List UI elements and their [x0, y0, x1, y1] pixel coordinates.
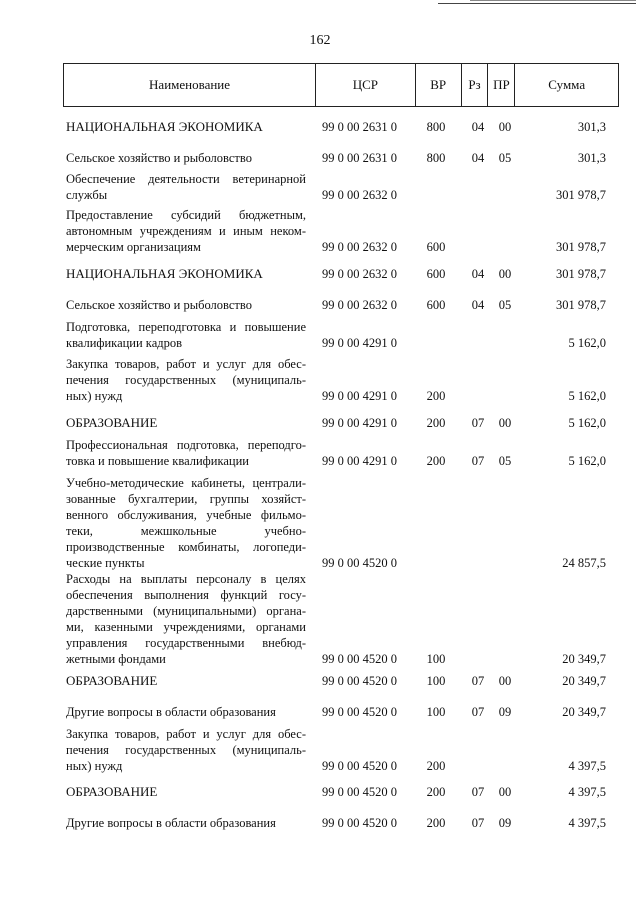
row-name-line: венного обслуживания, учебные фильмо- — [66, 508, 306, 522]
row-vr: 100 — [426, 652, 446, 666]
row-vr: 200 — [426, 759, 446, 773]
row-name-line: Профессиональная подготовка, переподго- — [66, 438, 306, 452]
row-csr: 99 0 00 2631 0 — [322, 151, 397, 165]
header-name: Наименование — [64, 64, 316, 106]
row-name-line: квалификации кадров — [66, 336, 183, 350]
row-vr: 200 — [426, 389, 446, 403]
row-rz: 04 — [471, 298, 485, 312]
row-csr: 99 0 00 2632 0 — [322, 188, 397, 202]
row-pr: 00 — [498, 120, 512, 134]
row-sum: 4 397,5 — [568, 759, 606, 773]
row-vr: 100 — [426, 705, 446, 719]
row-rz: 07 — [471, 816, 485, 830]
row-rz: 04 — [471, 151, 485, 165]
header-rz: Рз — [462, 64, 489, 106]
row-vr: 200 — [426, 454, 446, 468]
row-csr: 99 0 00 4520 0 — [322, 556, 397, 570]
row-name-line: управления государственными внебюд- — [66, 636, 306, 650]
row-name-line: зованные бухгалтерии, группы хозяйст- — [66, 492, 306, 506]
row-name — [66, 415, 306, 431]
row-name — [66, 475, 306, 571]
row-name — [66, 207, 306, 255]
row-csr: 99 0 00 4291 0 — [322, 336, 397, 350]
row-sum: 5 162,0 — [568, 454, 606, 468]
row-name — [66, 319, 306, 351]
row-vr: 200 — [426, 416, 446, 430]
row-name — [66, 571, 306, 667]
row-name — [66, 437, 306, 469]
row-name — [66, 726, 306, 774]
row-pr: 00 — [498, 785, 512, 799]
row-rz: 07 — [471, 674, 485, 688]
row-sum: 301 978,7 — [556, 188, 606, 202]
row-vr: 200 — [426, 816, 446, 830]
row-name-line: Расходы на выплаты персоналу в целях — [66, 572, 306, 586]
row-pr: 05 — [498, 454, 512, 468]
row-sum: 4 397,5 — [568, 785, 606, 799]
row-pr: 00 — [498, 416, 512, 430]
row-name-line: НАЦИОНАЛЬНАЯ ЭКОНОМИКА — [66, 266, 263, 281]
row-name-line: обеспечения выполнения функций госу- — [66, 588, 306, 602]
row-name-line: товка и повышение квалификации — [66, 454, 249, 468]
row-sum: 24 857,5 — [562, 556, 606, 570]
row-name-line: НАЦИОНАЛЬНАЯ ЭКОНОМИКА — [66, 119, 263, 134]
row-name — [66, 150, 306, 166]
row-name — [66, 266, 306, 282]
row-name-line: ОБРАЗОВАНИЕ — [66, 784, 158, 799]
row-rz: 07 — [471, 454, 485, 468]
row-name-line: дарственными (муниципальными) органа- — [66, 604, 306, 618]
row-vr: 600 — [426, 240, 446, 254]
row-name-line: Сельское хозяйство и рыболовство — [66, 151, 252, 165]
row-name — [66, 119, 306, 135]
row-sum: 5 162,0 — [568, 336, 606, 350]
row-sum: 301,3 — [577, 151, 606, 165]
row-name-line: Учебно-методические кабинеты, централи- — [66, 476, 306, 490]
row-vr: 100 — [426, 674, 446, 688]
row-name-line: Другие вопросы в области образования — [66, 705, 276, 719]
row-csr: 99 0 00 4520 0 — [322, 705, 397, 719]
row-rz: 07 — [471, 416, 485, 430]
row-name — [66, 784, 306, 800]
row-csr: 99 0 00 4291 0 — [322, 454, 397, 468]
row-sum: 20 349,7 — [562, 705, 606, 719]
row-csr: 99 0 00 4520 0 — [322, 652, 397, 666]
row-name — [66, 815, 306, 831]
row-sum: 5 162,0 — [568, 389, 606, 403]
row-sum: 301 978,7 — [556, 267, 606, 281]
row-pr: 09 — [498, 705, 512, 719]
row-name-line: жетными фондами — [66, 652, 166, 666]
row-csr: 99 0 00 2632 0 — [322, 298, 397, 312]
row-name — [66, 297, 306, 313]
row-name — [66, 171, 306, 203]
page-number: 162 — [309, 33, 331, 48]
row-sum: 20 349,7 — [562, 674, 606, 688]
row-csr: 99 0 00 4520 0 — [322, 785, 397, 799]
row-name-line: Подготовка, переподготовка и повышение — [66, 320, 306, 334]
row-rz: 07 — [471, 705, 485, 719]
row-csr: 99 0 00 4520 0 — [322, 816, 397, 830]
row-name-line: Закупка товаров, работ и услуг для обес- — [66, 357, 306, 371]
row-sum: 20 349,7 — [562, 652, 606, 666]
header-vr: ВР — [416, 64, 462, 106]
row-name-line: печения государственных (муниципаль- — [66, 743, 306, 757]
row-rz: 04 — [471, 267, 485, 281]
row-sum: 301 978,7 — [556, 240, 606, 254]
row-name-line: мерческим организациям — [66, 240, 201, 254]
row-name — [66, 673, 306, 689]
header-csr: ЦСР — [316, 64, 416, 106]
row-name-line: службы — [66, 188, 108, 202]
row-name-line: производственные комбинаты, логопеди- — [66, 540, 306, 554]
row-csr: 99 0 00 4520 0 — [322, 674, 397, 688]
row-pr: 09 — [498, 816, 512, 830]
row-csr: 99 0 00 2632 0 — [322, 267, 397, 281]
row-name-line: ных) нужд — [66, 759, 123, 773]
header-sum: Сумма — [548, 77, 586, 92]
row-csr: 99 0 00 4520 0 — [322, 759, 397, 773]
row-sum: 301 978,7 — [556, 298, 606, 312]
row-csr: 99 0 00 2631 0 — [322, 120, 397, 134]
row-vr: 200 — [426, 785, 446, 799]
row-vr: 600 — [426, 298, 446, 312]
row-name-line: ОБРАЗОВАНИЕ — [66, 673, 158, 688]
row-name-line: Закупка товаров, работ и услуг для обес- — [66, 727, 306, 741]
row-name-line: автономным учреждениям и иным неком- — [66, 224, 306, 238]
row-name-line: теки, межшкольные учебно- — [66, 524, 306, 538]
row-name-line: печения государственных (муниципаль- — [66, 373, 306, 387]
row-csr: 99 0 00 4291 0 — [322, 389, 397, 403]
row-name-line: Предоставление субсидий бюджетным, — [66, 208, 306, 222]
row-vr: 800 — [426, 120, 446, 134]
row-vr: 600 — [426, 267, 446, 281]
row-name — [66, 704, 306, 720]
row-name-line: ОБРАЗОВАНИЕ — [66, 415, 158, 430]
row-csr: 99 0 00 2632 0 — [322, 240, 397, 254]
header-pr: ПР — [488, 64, 515, 106]
row-name — [66, 356, 306, 404]
row-name-line: Сельское хозяйство и рыболовство — [66, 298, 252, 312]
row-name-line: Обеспечение деятельности ветеринарной — [66, 172, 306, 186]
row-rz: 07 — [471, 785, 485, 799]
row-name-line: ми, казенными учреждениями, органами — [66, 620, 306, 634]
row-vr: 800 — [426, 151, 446, 165]
row-sum: 5 162,0 — [568, 416, 606, 430]
row-name-line: ческие пункты — [66, 556, 145, 570]
row-pr: 05 — [498, 298, 512, 312]
row-pr: 05 — [498, 151, 512, 165]
row-sum: 4 397,5 — [568, 816, 606, 830]
row-pr: 00 — [498, 267, 512, 281]
row-pr: 00 — [498, 674, 512, 688]
row-rz: 04 — [471, 120, 485, 134]
row-csr: 99 0 00 4291 0 — [322, 416, 397, 430]
row-name-line: ных) нужд — [66, 389, 123, 403]
row-name-line: Другие вопросы в области образования — [66, 816, 276, 830]
row-sum: 301,3 — [577, 120, 606, 134]
